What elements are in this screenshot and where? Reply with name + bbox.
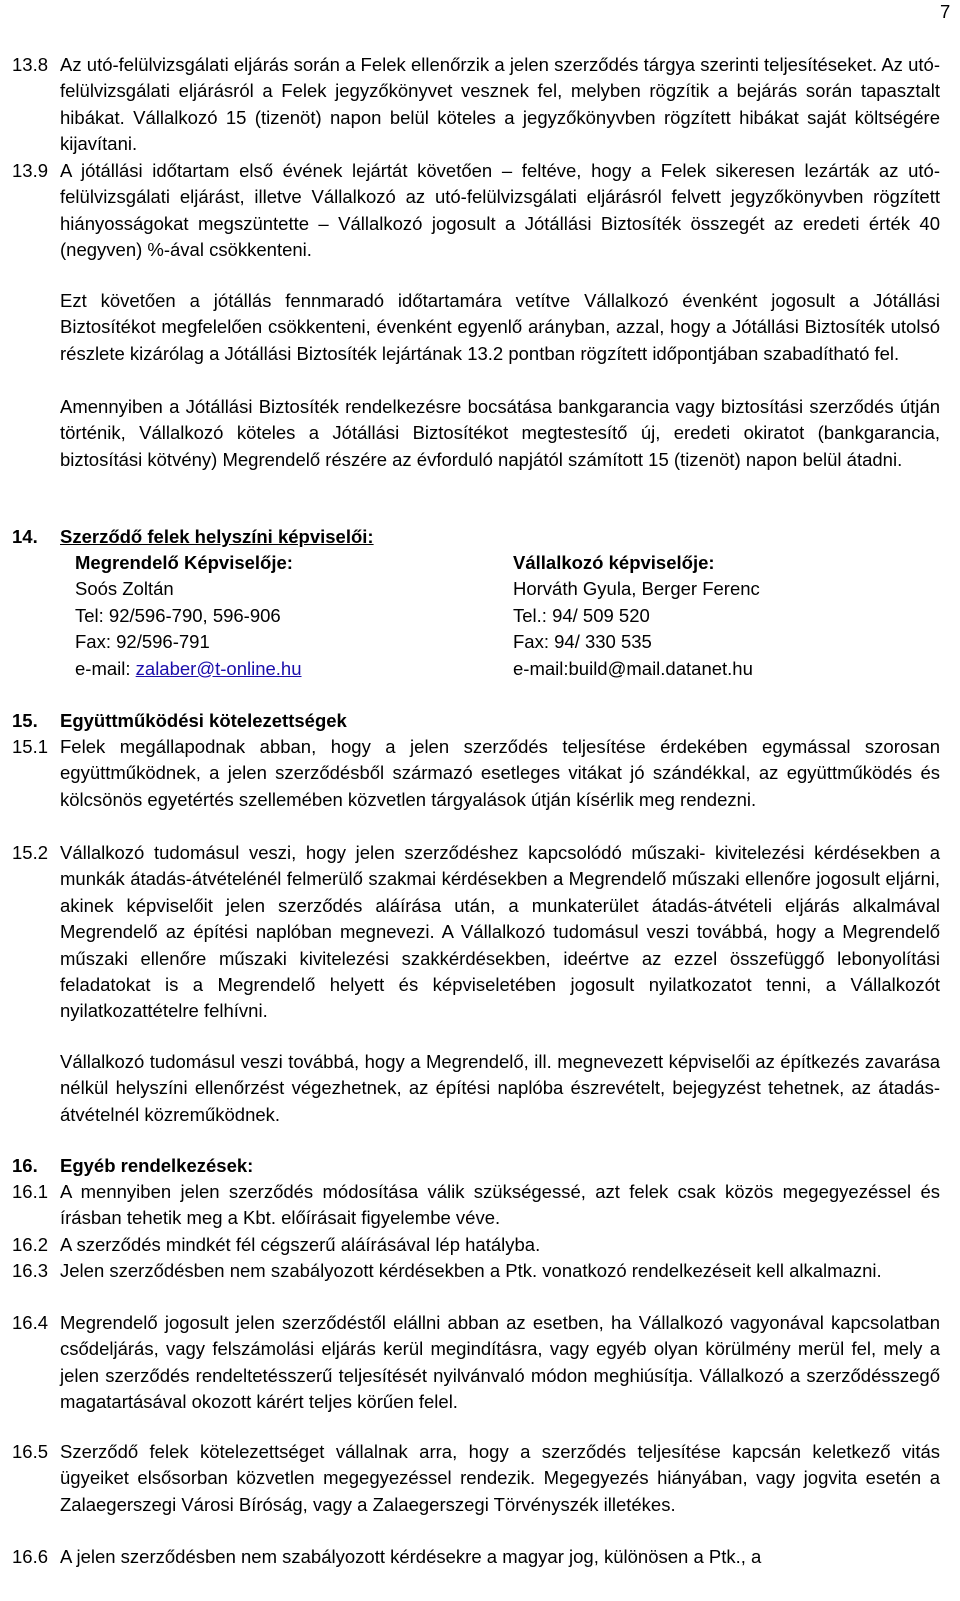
client-representative-tel: Tel: 92/596-790, 596-906	[75, 604, 281, 626]
section-16-3-number: 16.3	[12, 1260, 49, 1281]
email-label: e-mail:	[75, 657, 136, 679]
section-14-heading: Szerződő felek helyszíni képviselői:	[60, 526, 374, 547]
section-13-9-paragraph-3: Amennyiben a Jótállási Biztosíték rendelkezésre bocsátása bankgarancia vagy biztosítási szerződés útján történik, Vállalkozó köteles a Jótállási Biztosítékot megtestesítő új, eredeti okiratot (bankgarancia, biztosítási kötvény) Megrendelő részére az évforduló napjától számított 15 (tizenöt) napon belül átadni.	[60, 396, 940, 470]
contractor-representative-title: Vállalkozó képviselője:	[513, 552, 715, 573]
email-link[interactable]: zalaber@t-online.hu	[135, 657, 302, 679]
contractor-representative-block	[513, 550, 933, 682]
section-15-2-number: 15.2	[12, 842, 49, 863]
section-15-heading: Együttműködési kötelezettségek	[60, 710, 347, 731]
section-16-number: 16.	[12, 1155, 38, 1176]
section-13-8-text: Az utó-felülvizsgálati eljárás során a Felek ellenőrzik a jelen szerződés tárgya szerinti teljesítéseket. Az utó-felülvizsgálati eljárásról a Felek jegyzőkönyvet vesznek fel, melyben rögzítik a bejárás során tapasztalt hibákat. Vállalkozó 15 (tizenöt) napon belül köteles a jegyzőkönyvben rögzített hibákat saját költségére kijavítani.	[60, 54, 940, 155]
section-13-9-text: A jótállási időtartam első évének lejártát követően – feltéve, hogy a Felek sikeresen lezárták az utó-felülvizsgálati eljárást, illetve Vállalkozó az utó-felülvizsgálati eljárásról felvett jegyzőkönyvben rögzített hiányosságokat megszüntette – Vállalkozó jogosult a Jótállási Biztosíték összegét az eredeti érték 40 (negyven) %-ával csökkenteni.	[60, 160, 940, 261]
section-15-2-paragraph-2: Vállalkozó tudomásul veszi továbbá, hogy a Megrendelő, ill. megnevezett képviselői az építkezés zavarása nélkül helyszíni ellenőrzést végezhetnek, az építési naplóba észrevételt, bejegyzést tehetnek, az átadás-átvételnél közreműködnek.	[60, 1051, 940, 1125]
client-representative-block	[75, 550, 495, 682]
contractor-representative-fax: Fax: 94/ 330 535	[513, 631, 652, 653]
client-representative-fax: Fax: 92/596-791	[75, 631, 210, 653]
section-16-2-number: 16.2	[12, 1234, 49, 1255]
section-16-3-text: Jelen szerződésben nem szabályozott kérdésekben a Ptk. vonatkozó rendelkezéseit kell alkalmazni.	[60, 1260, 882, 1281]
section-15-1-text: Felek megállapodnak abban, hogy a jelen szerződés teljesítése érdekében egymással szorosan együttműködnek, a jelen szerződésből származó esetleges vitákat jó szándékkal, az együttműködés és kölcsönös egyetértés szellemében közvetlen tárgyalások útján kísérlik meg rendezni.	[60, 736, 940, 810]
contractor-representative-name: Horváth Gyula, Berger Ferenc	[513, 578, 760, 600]
section-15-2-text: Vállalkozó tudomásul veszi, hogy jelen szerződéshez kapcsolódó műszaki- kivitelezési kérdésekben a munkák átadás-átvételénél felmerülő szakmai kérdésekben a Megrendelő műszaki ellenőre jogosult eljárni, akinek képviselőit jelen szerződés aláírása után, a munkaterület átadás-átvételi eljárás alkalmával Megrendelő az építési naplóban megnevezi. A Vállalkozó tudomásul veszi továbbá, hogy a Megrendelő műszaki ellenőre műszaki kivitelezési szakkérdésekben, ideértve az ezzel összefüggő lebonyolítási feladatokat is a Megrendelő helyett és képviseletében jogosult nyilatkozatot tenni, a Vállalkozót nyilatkozattételre felhívni.	[60, 842, 940, 1022]
section-16-1-text: A mennyiben jelen szerződés módosítása válik szükségessé, azt felek csak közös megegyezéssel és írásban tehetik meg a Kbt. előírásait figyelembe véve.	[60, 1181, 940, 1229]
section-13-9-paragraph-2: Ezt követően a jótállás fennmaradó időtartamára vetítve Vállalkozó évenként jogosult a Jótállási Biztosítékot megfelelően csökkenteni, évenként egyenlő arányban, azzal, hogy a Jótállási Biztosíték utolsó részlete kizárólag a Jótállási Biztosíték lejártának 13.2 pontban rögzített időpontjában szabadítható fel.	[60, 290, 940, 364]
contractor-representative-tel: Tel.: 94/ 509 520	[513, 604, 650, 626]
section-16-5-number: 16.5	[12, 1441, 49, 1462]
client-representative-email	[75, 656, 495, 682]
section-16-heading: Egyéb rendelkezések:	[60, 1155, 254, 1176]
section-13-9-number: 13.9	[12, 160, 49, 181]
section-16-2-text: A szerződés mindkét fél cégszerű aláírásával lép hatályba.	[60, 1234, 541, 1255]
section-16-6-number: 16.6	[12, 1546, 49, 1567]
section-14-number: 14.	[12, 526, 38, 547]
client-representative-title: Megrendelő Képviselője:	[75, 552, 293, 573]
section-13-8-number: 13.8	[12, 54, 49, 75]
section-16-4-text: Megrendelő jogosult jelen szerződéstől elállni abban az esetben, ha Vállalkozó vagyonával kapcsolatban csődeljárás, vagy felszámolási eljárás kerül megindításra, vagy egyéb olyan körülmény merül fel, mely a jelen szerződés rendeltetésszerű teljesítését nyilvánvaló módon meghiúsítja. Vállalkozó a szerződésszegő magatartásával okozott kárért teljes körűen felel.	[60, 1312, 940, 1413]
section-16-6-text: A jelen szerződésben nem szabályozott kérdésekre a magyar jog, különösen a Ptk., a	[60, 1546, 762, 1567]
section-16-1-number: 16.1	[12, 1181, 49, 1202]
section-16-5-text: Szerződő felek kötelezettséget vállalnak arra, hogy a szerződés teljesítése kapcsán keletkező vitás ügyeiket elsősorban közvetlen megegyezéssel rendezik. Megegyezés hiányában, vagy jogvita esetén a Zalaegerszegi Városi Bíróság, vagy a Zalaegerszegi Törvényszék illetékes.	[60, 1441, 940, 1515]
section-15-1-number: 15.1	[12, 736, 49, 757]
contractor-representative-email: e-mail:build@mail.datanet.hu	[513, 657, 753, 679]
page-number: 7	[940, 1, 951, 22]
section-16-4-number: 16.4	[12, 1312, 49, 1333]
client-representative-name: Soós Zoltán	[75, 578, 174, 600]
section-15-number: 15.	[12, 710, 38, 731]
